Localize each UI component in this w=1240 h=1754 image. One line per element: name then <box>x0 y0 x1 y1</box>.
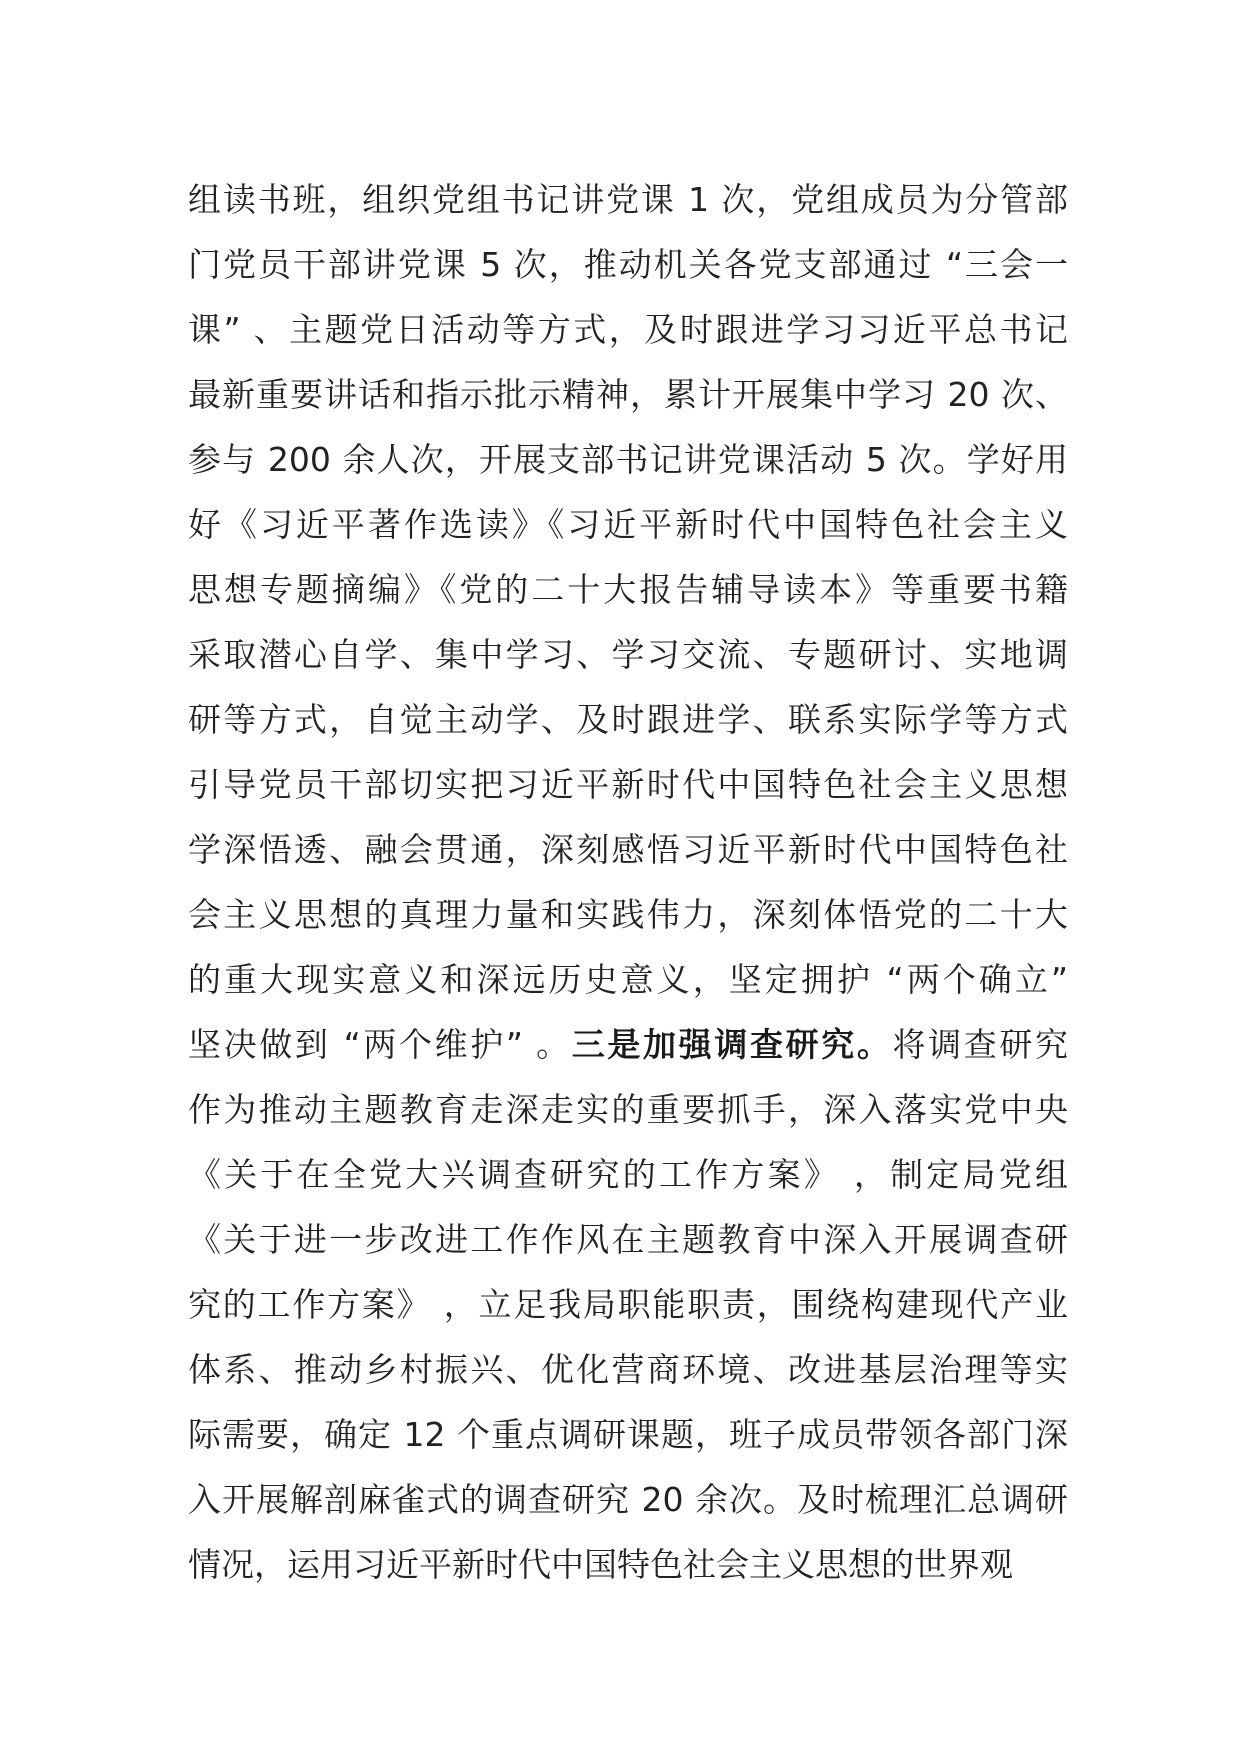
text-segment: 坚决做到 “两个维护” 。 <box>188 1025 572 1064</box>
text-line: 究的工作方案》 ，立足我局职能职责，围绕构建现代产业 <box>188 1285 1068 1324</box>
inline-heading: 三是加强调查研究。 <box>571 1025 893 1064</box>
text-segment: 将调查研究 <box>892 1025 1069 1064</box>
text-line: 《关于进一步改进工作作风在主题教育中深入开展调查研 <box>188 1220 1068 1259</box>
text-line-with-heading <box>188 1012 1068 1077</box>
text-line: 入开展解剖麻雀式的调查研究 20 余次。及时梳理汇总调研 <box>188 1480 1068 1519</box>
body-paragraph <box>188 167 1068 1597</box>
text-line: 会主义思想的真理力量和实践伟力，深刻体悟党的二十大 <box>188 895 1068 934</box>
text-line: 好《习近平著作选读》《习近平新时代中国特色社会主义 <box>188 505 1068 544</box>
text-line: 思想专题摘编》《党的二十大报告辅导读本》等重要书籍 <box>188 570 1068 609</box>
text-line: 参与 200 余人次，开展支部书记讲党课活动 5 次。学好用 <box>188 440 1068 479</box>
text-line: 课” 、主题党日活动等方式，及时跟进学习习近平总书记 <box>188 310 1068 349</box>
text-line: 采取潜心自学、集中学习、学习交流、专题研讨、实地调 <box>188 635 1068 674</box>
text-line: 研等方式，自觉主动学、及时跟进学、联系实际学等方式 <box>188 700 1068 739</box>
text-line: 作为推动主题教育走深走实的重要抓手，深入落实党中央 <box>188 1090 1068 1129</box>
text-line: 门党员干部讲党课 5 次，推动机关各党支部通过 “三会一 <box>188 245 1068 284</box>
text-line: 情况，运用习近平新时代中国特色社会主义思想的世界观 <box>188 1545 1013 1584</box>
text-line: 的重大现实意义和深远历史意义，坚定拥护 “两个确立” <box>188 960 1068 999</box>
text-line: 最新重要讲话和指示批示精神，累计开展集中学习 20 次、 <box>188 375 1068 414</box>
text-line: 组读书班，组织党组书记讲党课 1 次，党组成员为分管部 <box>188 180 1068 219</box>
text-line: 学深悟透、融会贯通，深刻感悟习近平新时代中国特色社 <box>188 830 1068 869</box>
text-line: 际需要，确定 12 个重点调研课题，班子成员带领各部门深 <box>188 1415 1068 1454</box>
text-line: 体系、推动乡村振兴、优化营商环境、改进基层治理等实 <box>188 1350 1068 1389</box>
text-line: 《关于在全党大兴调查研究的工作方案》 ，制定局党组 <box>188 1155 1068 1194</box>
text-line: 引导党员干部切实把习近平新时代中国特色社会主义思想 <box>188 765 1068 804</box>
